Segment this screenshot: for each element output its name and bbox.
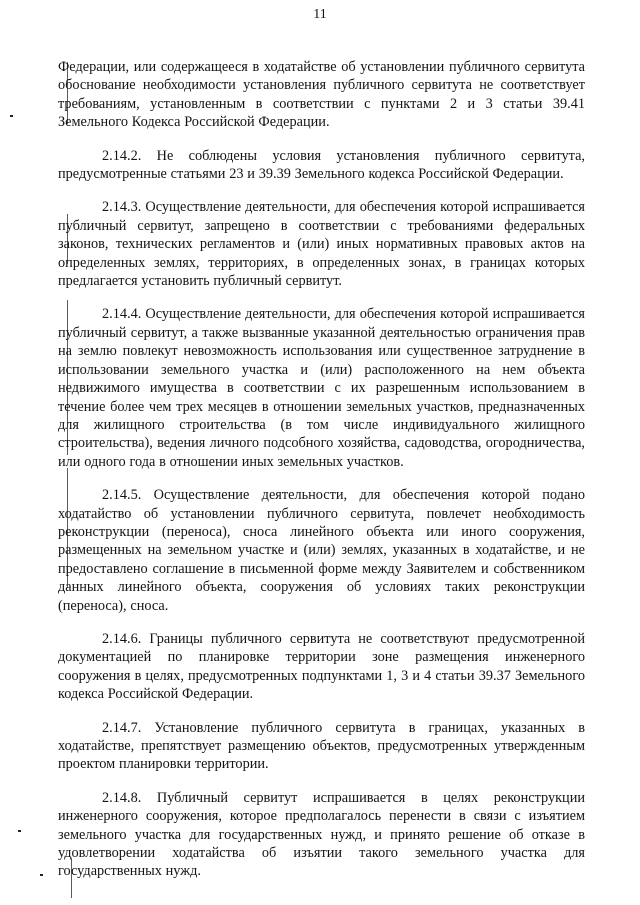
page-number: 11: [313, 7, 327, 22]
paragraph-2-14-2: 2.14.2. Не соблюдены условия установления публичного сервитута, предусмотренные статьями 23 и 39.39 Земельного кодекса Российской Федерации.: [58, 147, 585, 183]
paragraph-2-14-4: 2.14.4. Осуществление деятельности, для обеспечения которой испрашивается публичный сервитут, а также вызванные указанной деятельностью ограничения прав на землю повлекут невозможность использования или существенное затруднение в использовании земельного участка и (или) расположенного на нем объекта недвижимого имущества в соответствии с их разрешенным использованием в течение более чем трех месяцев в отношении земельных участков, предназначенных для жилищного строительства (в том числе индивидуального жилищного строительства), ведения личного подсобного хозяйства, садоводства, огородничества, или одного года в отношении иных земельных участков.: [58, 306, 585, 470]
scan-speck: [10, 115, 13, 117]
scan-speck: [40, 874, 43, 876]
paragraph-2-14-7: 2.14.7. Установление публичного сервитута в границах, указанных в ходатайстве, препятствует размещению объектов, предусмотренных утвержденным проектом планировки территории.: [58, 719, 585, 773]
paragraph-2-14-8: 2.14.8. Публичный сервитут испрашивается в целях реконструкции инженерного сооружения, которое предполагалось перенести в связи с изъятием земельного участка для государственных нужд, и принято решение об отказе в удовлетворении ходатайства об изъятии такого земельного участка для государственных нужд.: [58, 789, 585, 880]
document-body: [58, 58, 585, 896]
paragraph-2-14-3: 2.14.3. Осуществление деятельности, для обеспечения которой испрашивается публичный сервитут, запрещено в соответствии с требованиями федеральных законов, технических регламентов и (или) иных нормативных правовых актов на определенных землях, территориях, в определенных зонах, в границах которых предлагается установить публичный сервитут.: [58, 199, 585, 290]
paragraph-continuation: Федерации, или содержащееся в ходатайстве об установлении публичного сервитута обоснование необходимости установления публичного сервитута не соответствует требованиям, установленным в соответствии с пунктами 2 и 3 статьи 39.41 Земельного Кодекса Российской Федерации.: [58, 59, 585, 131]
paragraph-2-14-6: 2.14.6. Границы публичного сервитута не соответствуют предусмотренной документацией по планировке территории зоне размещения инженерного сооружения в целях, предусмотренных подпунктами 1, 3 и 4 статьи 39.37 Земельного кодекса Российской Федерации.: [58, 630, 585, 703]
paragraph-2-14-5: 2.14.5. Осуществление деятельности, для обеспечения которой подано ходатайство об установлении публичного сервитута, повлечет необходимость реконструкции (переноса), сноса линейного объекта или иного сооружения, размещенных на земельном участке и (или) землях, указанных в ходатайстве, и не предоставлено соглашение в письменной форме между Заявителем и собственником данных линейного объекта, сооружения об условиях таких реконструкции (переноса), сноса.: [58, 487, 585, 614]
scan-speck: [18, 830, 21, 832]
